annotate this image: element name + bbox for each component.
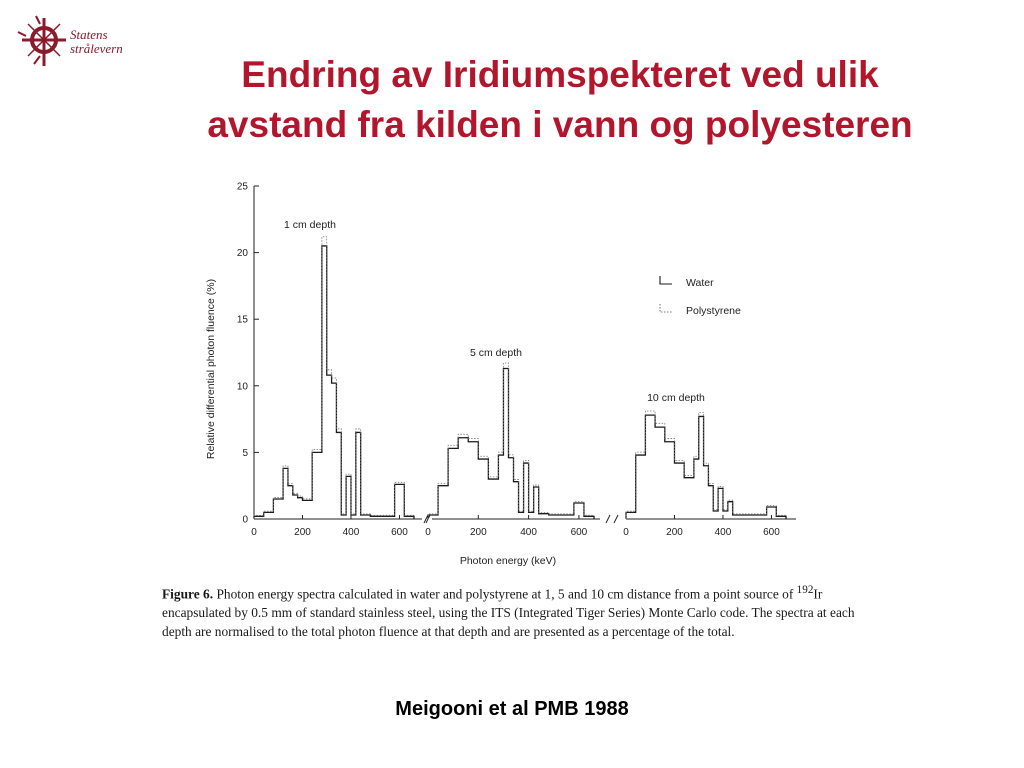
caption-label: Figure 6.: [162, 586, 214, 602]
panel-label-3: 10 cm depth: [647, 392, 705, 404]
x-tick-label: 200: [294, 527, 311, 538]
series-water-3: [626, 415, 786, 519]
y-tick-label: 0: [242, 514, 248, 526]
chart-marks: [254, 219, 786, 519]
x-tick-label: 400: [342, 527, 360, 538]
panel-label-2: 5 cm depth: [470, 347, 522, 359]
legend-swatch-1: [660, 276, 672, 284]
y-tick-label: 20: [236, 248, 248, 260]
reference-citation: Meigooni et al PMB 1988: [395, 698, 629, 720]
legend-swatch-2: [660, 304, 672, 312]
x-tick-label: 400: [520, 527, 537, 538]
series-polystyrene-1: [254, 237, 414, 519]
caption-text-2: Ir encapsulated by 0.5 mm of standard stainless steel, using the ITS (Integrated Tiger Series) Monte Carlo code. The spectra at each depth are normalised to the total photon fluence at that depth and are presented as a percentage of the total.: [162, 586, 855, 640]
axis-break-mark: [606, 515, 610, 523]
y-tick-label: 15: [236, 314, 248, 326]
caption-text-1: Photon energy spectra calculated in water and polystyrene at 1, 5 and 10 cm distance from a point source of: [216, 586, 794, 602]
spectra-chart: [148, 166, 884, 576]
brand-name-line1: Statens: [70, 27, 108, 42]
series-water-1: [254, 246, 414, 519]
series-water-2: [428, 368, 594, 519]
x-tick-label: 600: [391, 527, 408, 538]
x-tick-label: 0: [623, 527, 629, 538]
x-tick-label: 0: [425, 527, 431, 538]
x-tick-label: 200: [469, 527, 487, 538]
x-tick-label: 0: [251, 527, 257, 538]
figure-panel: [148, 166, 884, 666]
chart-legend: [660, 276, 741, 317]
panel-label-1: 1 cm depth: [284, 219, 336, 231]
x-tick-label: 200: [666, 527, 683, 538]
y-axis-label: Relative differential photon fluence (%): [205, 278, 217, 460]
slide-title-line2: avstand fra kilden i vann og polyesteren: [207, 104, 913, 145]
isotope-mass-number: 192: [796, 584, 814, 596]
figure-caption: [162, 581, 884, 641]
x-tick-label: 400: [714, 527, 732, 538]
x-tick-label: 600: [763, 527, 780, 538]
x-axis-label: Photon energy (keV): [459, 555, 557, 567]
y-tick-label: 25: [236, 181, 248, 193]
series-polystyrene-3: [626, 411, 786, 519]
slide-title-line1: Endring av Iridiumspekteret ved ulik: [241, 54, 879, 95]
chart-axes: [237, 182, 796, 539]
brand-name-line2: strålevern: [70, 41, 123, 56]
y-tick-label: 5: [242, 447, 248, 459]
y-tick-label: 10: [236, 381, 248, 393]
series-polystyrene-2: [428, 363, 594, 519]
legend-label-1: Water: [686, 277, 714, 289]
slide-title: [110, 50, 1010, 150]
axis-break-mark: [614, 515, 618, 523]
x-tick-label: 600: [570, 527, 588, 538]
legend-label-2: Polystyrene: [686, 305, 741, 317]
